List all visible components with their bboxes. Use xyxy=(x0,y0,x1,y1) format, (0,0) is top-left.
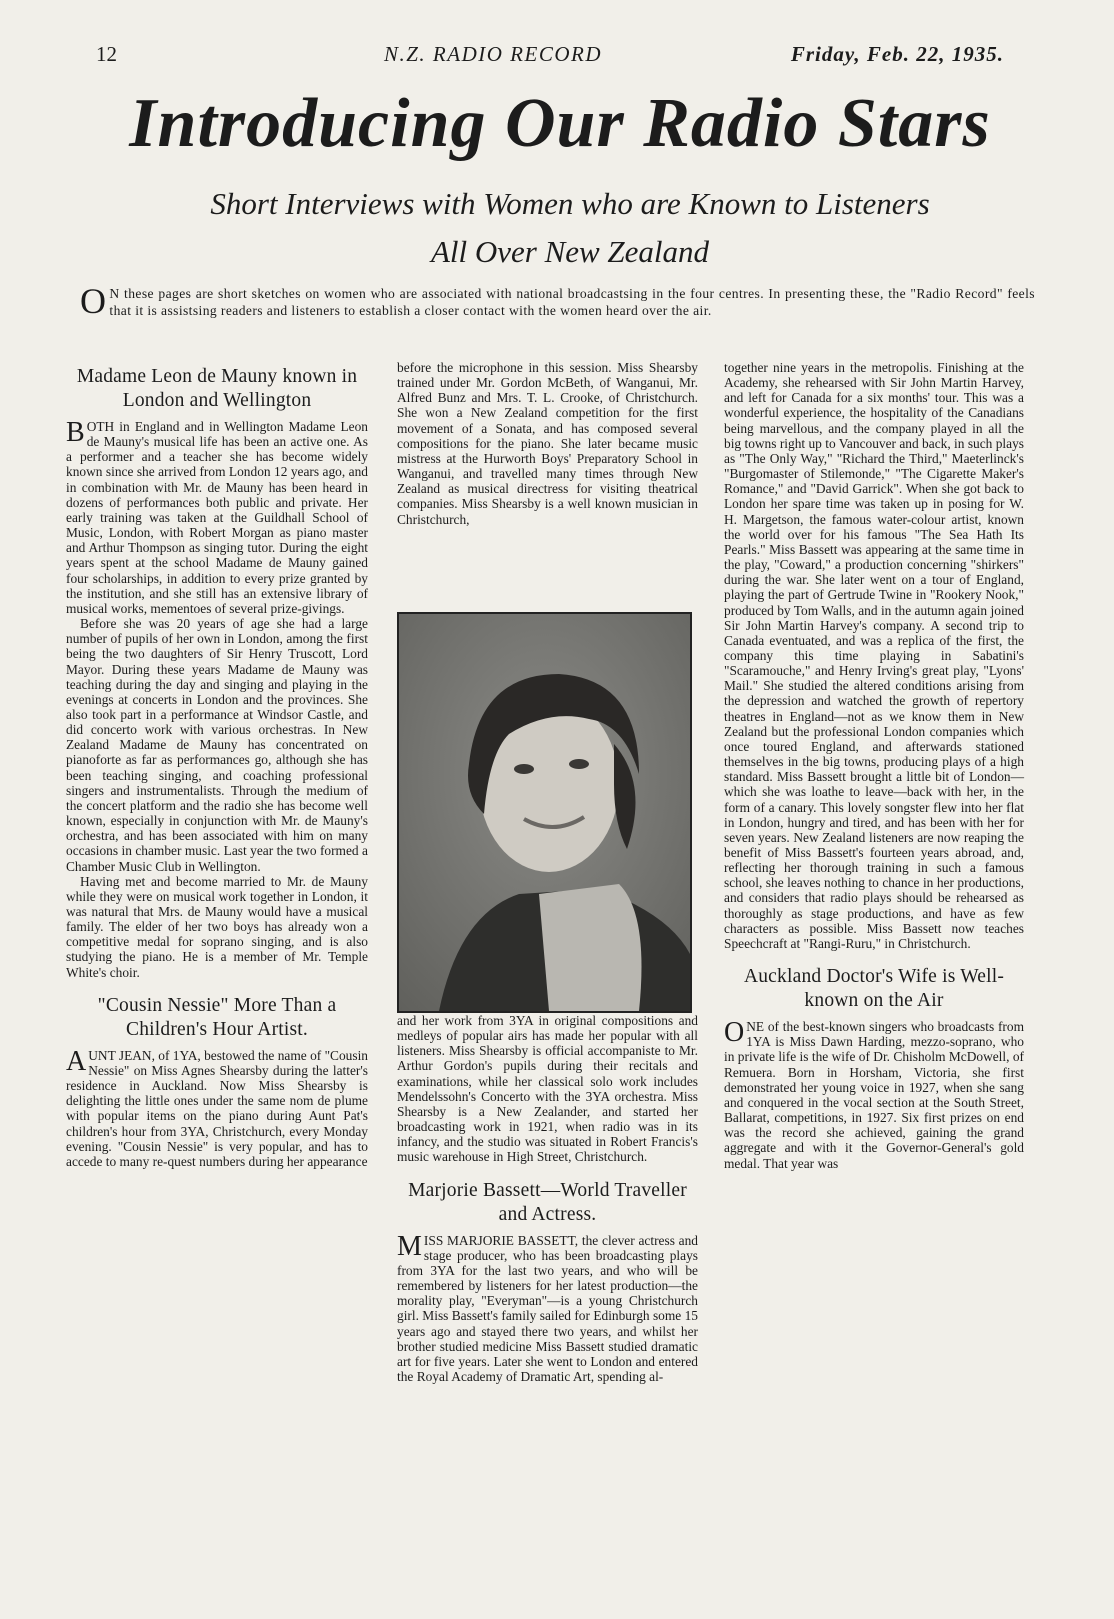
column-2-top xyxy=(397,360,698,527)
column-2-bottom xyxy=(397,1013,698,1384)
portrait-photo xyxy=(397,612,692,1013)
article-paragraph xyxy=(724,1019,1024,1171)
paragraph-text: UNT JEAN, of 1YA, bestowed the name of "Cousin Nessie" on Miss Agnes Shearsby during the latter's residence in Auckland. Now Miss Shearsby is delighting the little ones under the same nom de plume with popular items on the piano during Aunt Pat's children's hour from 3YA, Christchurch, every Monday evening. "Cousin Nessie" is very popular, and has to accede to many re-quest numbers during her appearance xyxy=(66,1047,368,1169)
drop-cap: O xyxy=(724,1017,745,1049)
article-paragraph: before the microphone in this session. Miss Shearsby trained under Mr. Gordon McBeth, of Wanganui, Mr. Alfred Bunz and Mrs. T. L. Crooke, of Christchurch. She won a New Zealand competition for the first movement of a Sonata, and has composed several compositions for the piano. She later became music mistress at the Hurworth Boys' Preparatory School in Wanganui, and travelled many times through New Zealand as musical directress for visiting theatrical companies. Miss Shearsby is a well known musician in Christchurch, xyxy=(397,360,698,527)
article-nessie xyxy=(66,994,368,1169)
column-3 xyxy=(724,360,1024,1171)
article-heading: Auckland Doctor's Wife is Well-known on the Air xyxy=(743,966,1005,1012)
article-bassett xyxy=(397,1179,698,1385)
subtitle-line-2: All Over New Zealand xyxy=(430,234,710,269)
article-paragraph: Before she was 20 years of age she had a large number of pupils of her own in London, among the first being the two daughters of Sir Henry Truscott, Lord Mayor. During these years Madame de Mauny was teaching during the day and singing and playing in the evenings at concerts in London and the provinces. She also took part in a performance at Windsor Castle, and did concerto work with various orchestras. In New Zealand Madame de Mauny has concentrated on pianoforte as far as performances go, although she has been teaching singing, and coaching professional singers and instrumentalists. Through the medium of the concert platform and the radio she has become well known, especially in conjunction with Mr. de Mauny's orchestra, and has been associated with him on many occasions in chamber music. Last year the two formed a Chamber Music Club in Wellington. xyxy=(66,616,368,874)
article-paragraph xyxy=(66,1045,368,1169)
intro-paragraph xyxy=(80,281,1035,321)
article-mauny xyxy=(66,365,368,980)
article-auckland xyxy=(724,965,1024,1171)
article-heading: Marjorie Bassett—World Traveller and Actress. xyxy=(408,1179,687,1225)
intro-text: N these pages are short sketches on women who are associated with national broadcastsing in the four centres. In presenting these, the "Radio Record" feels that it is assistsing readers and listeners to establish a closer contact with the women heard over the air. xyxy=(109,286,1035,318)
drop-cap: A xyxy=(66,1045,87,1077)
page-subtitle xyxy=(90,180,1050,276)
page-header xyxy=(96,42,1004,74)
page-number: 12 xyxy=(96,42,117,66)
paragraph-text: OTH in England and in Wellington Madame Leon de Mauny's musical life has been an active one. As a performer and a teacher she has become widely known since she arrived from London 12 years ago, and in combination with Mr. de Mauny has been heard in dozens of performances both public and private. Her early training was taken at the Guildhall School of Music, London, with Robert Morgan as piano master and Arthur Thompson as singing tutor. During the eight years spent at the school Madame de Mauny gained four scholarships, in addition to every prize granted by the institution, and she still has an extensive library of musical works, mementoes of several prize-givings. xyxy=(66,419,368,616)
article-heading: "Cousin Nessie" More Than a Children's Hour Artist. xyxy=(97,994,337,1040)
drop-cap: M xyxy=(397,1230,422,1262)
paragraph-text: ISS MARJORIE BASSETT, the clever actress and stage producer, who has been broadcasting plays from 3YA for the last two years, and who will be remembered by listeners for her latest production—the morality play, "Everyman"—is a young Christchurch girl. Miss Bassett's family sailed for Edinburgh some 15 years ago and stayed there two years, and whilst her brother studied medicine Miss Bassett studied dramatic art for five years. Later she went to London and entered the Royal Academy of Dramatic Art, spending al- xyxy=(397,1232,698,1384)
paragraph-text: NE of the best-known singers who broadcasts from 1YA is Miss Dawn Harding, mezzo-soprano, who in private life is the wife of Dr. Chisholm McDowell, of Remuera. Born in Horsham, Victoria, she first demonstrated her young voice in 1927, when she sang and conquered in the vocal section at the South Street, Ballarat, competitions, in 1927. Six first prizes on end was the record she achieved, gaining the grand aggregate and with it the Governor-General's gold medal. That year was xyxy=(724,1019,1024,1171)
publication-name: N.Z. RADIO RECORD xyxy=(384,42,602,66)
page-title: Introducing Our Radio Stars xyxy=(129,85,991,162)
article-heading: Madame Leon de Mauny known in London and Wellington xyxy=(76,366,358,411)
intro-drop-cap: O xyxy=(80,281,107,321)
subtitle-line-1: Short Interviews with Women who are Known to Listeners xyxy=(210,186,930,221)
issue-date: Friday, Feb. 22, 1935. xyxy=(790,42,1004,66)
article-paragraph: and her work from 3YA in original compositions and medleys of popular airs has made her popular with all listeners. Miss Shearsby is official accompaniste to Mr. Arthur Gordon's pupils during their recitals and examinations, while her classical solo work includes Mendelssohn's Concerto with the 3YA orchestra. Miss Shearsby is a New Zealander, and started her broadcasting work in 1921, when radio was in its infancy, and the studio was situated in Robert Francis's music warehouse in High Street, Christchurch. xyxy=(397,1013,698,1165)
article-paragraph: Having met and become married to Mr. de Mauny while they were on musical work together in London, it was natural that Mrs. de Mauny would have a musical family. The elder of her two boys has already won a competitive medal for soprano singing, and is also studying the piano. He is a member of Mr. Temple White's choir. xyxy=(66,873,368,980)
column-1 xyxy=(66,365,368,1169)
article-paragraph: together nine years in the metropolis. Finishing at the Academy, she rehearsed with Sir John Martin Harvey, and left for Canada for a six months' tour. This was a wonderful experience, the hospitality of the Canadians being marvellous, and the company played in all the big towns right up to Vancouver and back, in such plays as "The Only Way," "Richard the Third," Maeterlinck's "Burgomaster of Stilemonde," "The Cigarette Maker's Romance," and "David Garrick". When she got back to London her spare time was taken up in posing for W. H. Margetson, the famous water-colour artist, known the world over for his famous "The Sea Hath Its Pearls." Miss Bassett was appearing at the same time in the play, "Coward," a production concerning "shirkers" during the war. She later went on a tour of England, playing the part of Gertrude Twine in "Rookery Nook," produced by Tom Walls, and in the autumn again joined Sir John Martin Harvey's company. A second trip to Canada eventuated, and was a replica of the first, the company this time playing in Sabatini's "Scaramouche," and Henry Irving's great play, "Lyons' Mail." She studied the altered conditions arising from the depression and watched the growth of repertory theatres in England—not as we know them in New Zealand but the professional London companies which once toured England, and afterwards stationed themselves in the big towns, producing plays of a high standard. Miss Bassett brought a little bit of London—which she was loathe to leave—back with her, in the form of a canary. This lovely songster flew into her flat in London, hungry and tired, and has been with her for seven years. New Zealand listeners are now reaping the benefit of Miss Bassett's fourteen years abroad, and, reflecting her thorough training in such a famous school, she leaves nothing to chance in her productions, and considers that radio plays should be rehearsed as thoroughly as stage productions, and have as few characters as possible. Miss Bassett now teaches Speechcraft at "Rangi-Ruru," in Christchurch. xyxy=(724,360,1024,951)
drop-cap: B xyxy=(66,417,85,448)
article-paragraph xyxy=(66,419,368,616)
portrait-image xyxy=(399,614,690,1011)
article-paragraph xyxy=(397,1230,698,1385)
